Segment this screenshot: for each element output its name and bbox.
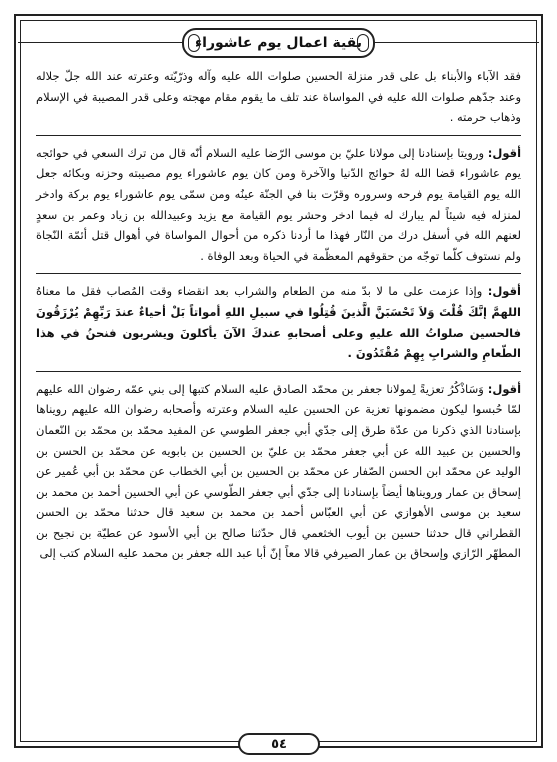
paragraph-2 [36,143,521,267]
paragraph-4 [36,379,521,564]
section-divider [36,135,521,136]
quran-verse: اللهمَّ إنَّكَ قُلْتَ وَلاَ تَحْسَبَنَّ الَّذينَ قُتِلُوا في سبيلِ اللهِ أمواتاً بَلْ أحياءٌ عندَ رَبِّهِمْ يُرْزَقُونَ [36,304,521,319]
paragraph-label: أقول: [487,381,522,396]
running-header-title: بقية اعمال يوم عاشوراء [195,35,362,51]
paragraph-text: فقد الآباء والأبناء بل على قدر منزلة الحسين صلوات الله عليه وآله وذرّيّته وعترته عند الله جلّ جلاله وعند جدّهم صلوات الله عليه في المواساة عند تلف ما يقوم مقام مهجته وعلى قدر المصيبة في الإسلام وذهاب حرمته . [36,69,521,125]
paragraph-label: أقول: [487,284,521,299]
paragraph-text: وَسَاذْكُرُ تعزيةً لِمولانا جعفر بن محمّد الصادق عليه السلام كتبها إلى بني عمّه رضوان الله عليهم لمّا حُبسوا ليكون مضمونها تعزية عن الحسين عليه السلام وعترته وأصحابه رضوان الله عليهم رويناها بإسنادنا الذي ذكرنا من عدّة طرق إلى جدّي أبي جعفر الطوسي عن المفيد محمّد بن محمّد بن النّعمان والحسين بن عبيد الله عن أبي جعفر محمّد بن عليّ بن الحسين بن بابويه عن محمّد بن الحسن بن الوليد عن محمّد ابن الحسن الصّفار عن محمّد بن الحسين بن أبي الخطاب عن محمّد بن أبي عُمير عن إسحاق بن عمار ورويناها أيضاً بإسنادنا إلى جدّي أبي جعفر الطّوسي عن أبي الحسين أحمد بن محمد بن سعيد بن موسى الأهوازي عن أبي العبّاس أحمد بن محمد بن سعيد قال حدثنا محمّد بن الحسن القطراني قال حدثنا حسين بن أيوب الخثعمي قال حدّثنا صالح بن أبي الأسود عن عطيّة بن نجيح بن المطهّر الرّازي وإسحاق بن عمار الصيرفي قالا معاً إنّ أبا عبد الله جعفر بن محمد عليه السلام كتب إلى [36,381,521,561]
section-divider [36,273,521,274]
running-header [182,28,375,58]
page-body [36,66,521,726]
paragraph-text: ورويتا بإسنادنا إلى مولانا عليّ بن موسى الرّضا عليه السلام أنّه قال من ترك السعي في حوائجه يوم عاشوراء قضا الله لهُ حوائج الدّنيا والآخرة ومن كان يوم عاشوراء يوم مصيبته وحزنه وبكائه جعل الله يوم القيامة يوم فرحه وسروره وقرّت بنا في الجنّة عينُه ومن سمّى يوم عاشوراء يوم بركة وادخر لمنزله فيه شيئاً لم يبارك له فيما ادخر وحشر يوم القيامة مع يزيد وعبيدالله بن زياد وعمر بن سعدٍ لعنهم الله في أسفل درك من النّار فهذا ما أردنا ذكره من أحوال المواساة في أهوال قتل أئمّة النّجاة ولم نستوف كلّما توجّه من حقوقهم المعظّمة في الحياة وبعد الوفاة . [36,145,521,263]
paragraph-3 [36,281,521,363]
paragraph-label: أقول: [487,145,522,160]
section-divider [36,371,521,372]
page-number-badge [238,733,320,755]
paragraph-text-bold: فالحسين صلواتُ الله عليهِ وعلى أصحابهِ عندكَ الآنَ يأكلونَ ويشربون فنحنُ في هذا الطّعامِ والشرابِ بِهِمْ مُقْتَدُونَ . [36,325,521,361]
header-rule-left [18,42,182,43]
header-rule-right [375,42,539,43]
paragraph-text: وإذا عزمت على ما لا بدّ منه من الطعام والشراب بعد انقضاء وقت المُصاب فقل ما معناهُ [36,284,483,299]
paragraph-1 [36,66,521,128]
page-number: ٥٤ [271,736,287,752]
